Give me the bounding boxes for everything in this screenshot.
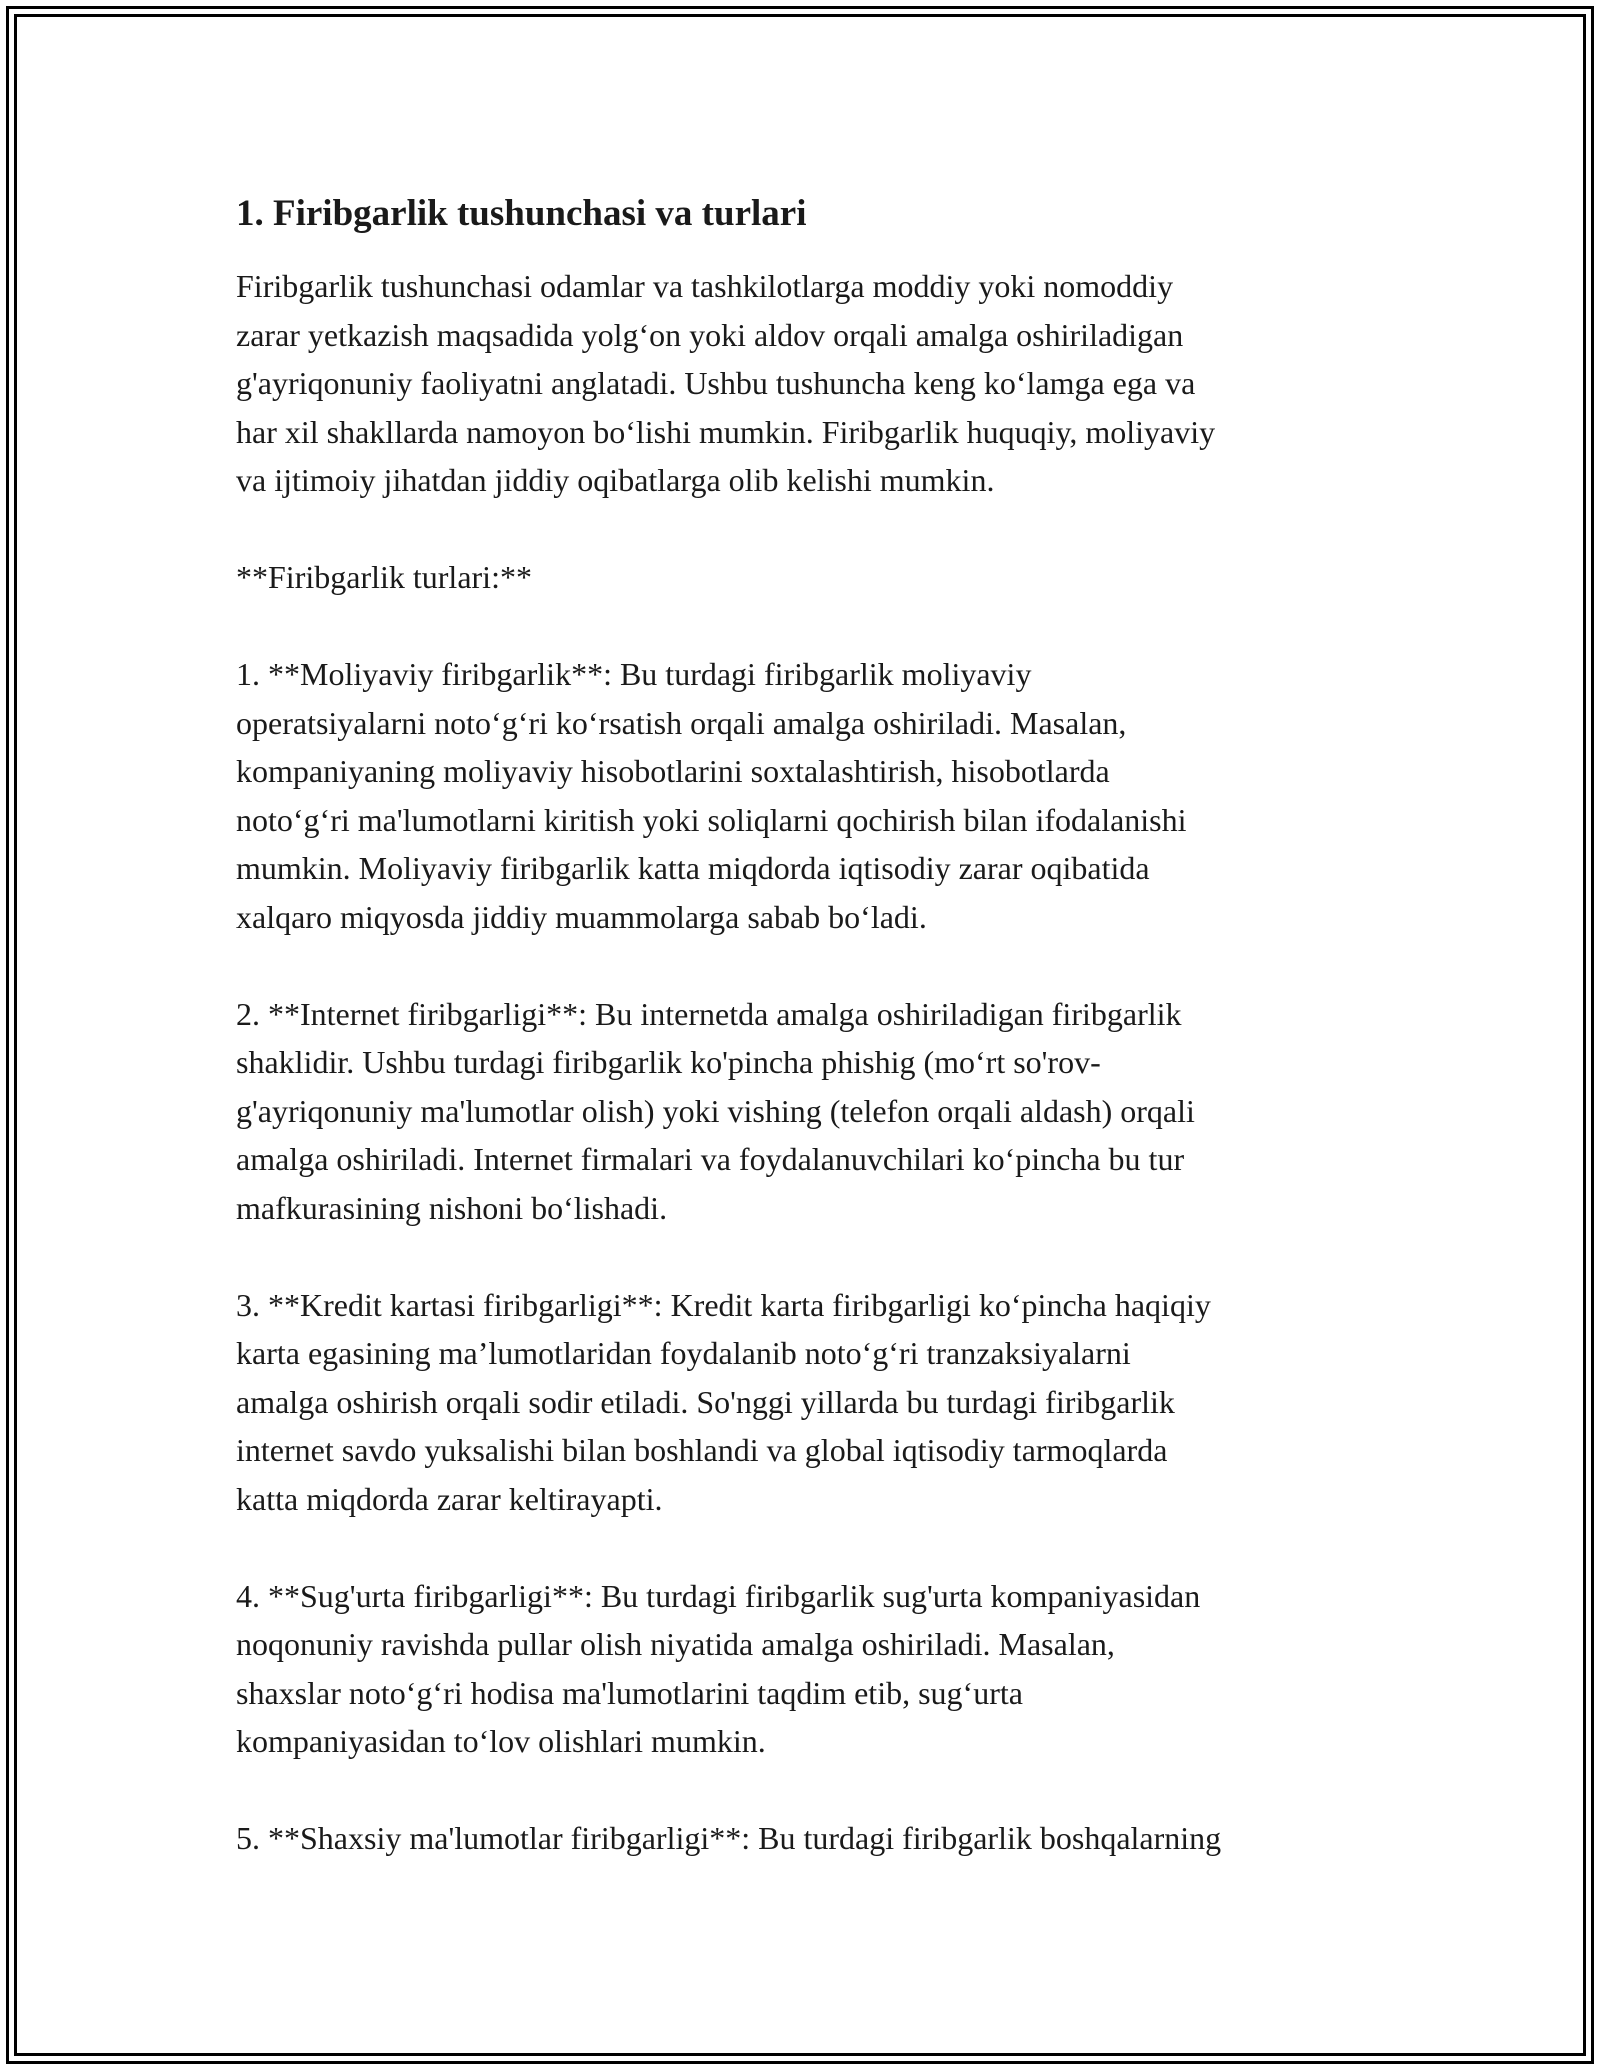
text-line: zarar yetkazish maqsadida yolg‘on yoki aldov orqali amalga oshiriladigan <box>236 316 1184 353</box>
text-line: noqonuniy ravishda pullar olish niyatida amalga oshiriladi. Masalan, <box>236 1626 1115 1662</box>
text-line: **Firibgarlik turlari:** <box>236 559 532 595</box>
text-line: noto‘g‘ri ma'lumotlarni kiritish yoki soliqlarni qochirish bilan ifodalanishi <box>236 801 1187 838</box>
text-line: 3. **Kredit kartasi firibgarligi**: Kredit karta firibgarligi ko‘pincha haqiqiy <box>236 1286 1211 1323</box>
text-line: Firibgarlik tushunchasi odamlar va tashkilotlarga moddiy yoki nomoddiy <box>236 268 1174 304</box>
text-line: mumkin. Moliyaviy firibgarlik katta miqdorda iqtisodiy zarar oqibatida <box>236 850 1150 886</box>
list-item-insurance-fraud <box>236 1572 1381 1766</box>
text-line: internet savdo yuksalishi bilan boshlandi va global iqtisodiy tarmoqlarda <box>236 1432 1168 1468</box>
list-item-internet-fraud <box>236 990 1381 1233</box>
document-body <box>236 188 1381 1911</box>
text-line: va ijtimoiy jihatdan jiddiy oqibatlarga olib kelishi mumkin. <box>236 462 995 498</box>
text-line: operatsiyalarni noto‘g‘ri ko‘rsatish orqali amalga oshiriladi. Masalan, <box>236 704 1127 741</box>
types-subheading <box>236 553 1381 602</box>
list-item-credit-card-fraud <box>236 1281 1381 1524</box>
text-line: amalga oshiriladi. Internet firmalari va foydalanuvchilari ko‘pincha bu tur <box>236 1141 1185 1177</box>
text-line: xalqaro miqyosda jiddiy muammolarga sabab bo‘ladi. <box>236 898 927 935</box>
text-line: 1. **Moliyaviy firibgarlik**: Bu turdagi firibgarlik moliyaviy <box>236 656 1032 692</box>
text-line: 5. **Shaxsiy ma'lumotlar firibgarligi**: Bu turdagi firibgarlik boshqalarning <box>236 1820 1222 1856</box>
text-line: mafkurasining nishoni bo‘lishadi. <box>236 1189 668 1226</box>
text-line: katta miqdorda zarar keltirayapti. <box>236 1480 663 1517</box>
text-line: kompaniyasidan to‘lov olishlari mumkin. <box>236 1723 766 1759</box>
text-line: g'ayriqonuniy ma'lumotlar olish) yoki vishing (telefon orqali aldash) orqali <box>236 1092 1195 1129</box>
text-line: amalga oshirish orqali sodir etiladi. So'nggi yillarda bu turdagi firibgarlik <box>236 1383 1175 1420</box>
list-item-personal-data-fraud <box>236 1814 1381 1863</box>
intro-paragraph <box>236 262 1381 505</box>
text-line: g'ayriqonuniy faoliyatni anglatadi. Ushbu tushuncha keng ko‘lamga ega va <box>236 365 1196 401</box>
section-heading: 1. Firibgarlik tushunchasi va turlari <box>236 193 807 234</box>
text-line: 4. **Sug'urta firibgarligi**: Bu turdagi firibgarlik sug'urta kompaniyasidan <box>236 1577 1201 1614</box>
list-item-financial-fraud <box>236 650 1381 941</box>
text-line: shaxslar noto‘g‘ri hodisa ma'lumotlarini taqdim etib, sug‘urta <box>236 1674 1023 1711</box>
text-line: karta egasining ma’lumotlaridan foydalanib noto‘g‘ri tranzaksiyalarni <box>236 1335 1131 1371</box>
text-line: har xil shakllarda namoyon bo‘lishi mumkin. Firibgarlik huquqiy, moliyaviy <box>236 413 1216 450</box>
text-line: shaklidir. Ushbu turdagi firibgarlik ko'pincha phishig (mo‘rt so'rov- <box>236 1044 1101 1080</box>
text-line: kompaniyaning moliyaviy hisobotlarini soxtalashtirish, hisobotlarda <box>236 753 1110 789</box>
text-line: 2. **Internet firibgarligi**: Bu internetda amalga oshiriladigan firibgarlik <box>236 995 1182 1032</box>
